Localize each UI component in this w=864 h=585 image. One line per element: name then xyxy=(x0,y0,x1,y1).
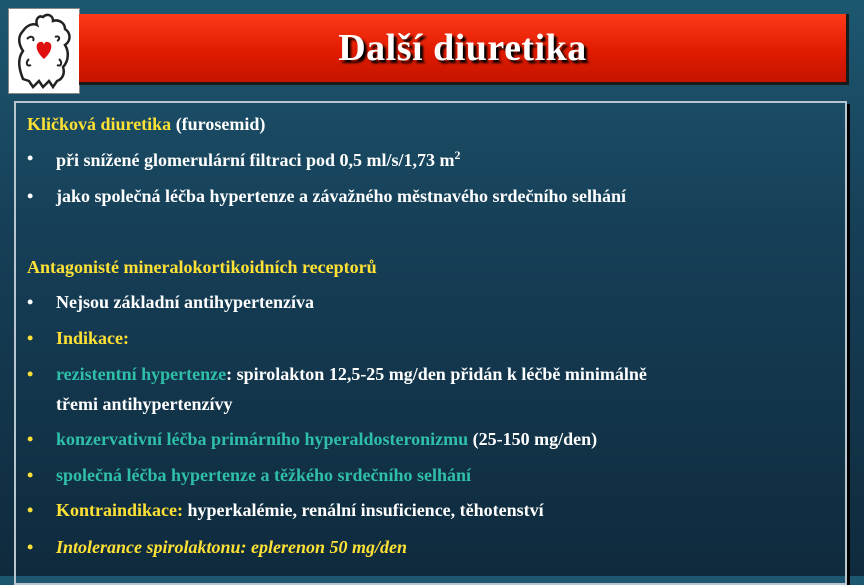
list-item: společná léčba hypertenze a těžkého srdečního selhání xyxy=(56,465,471,485)
bullet-icon: • xyxy=(27,465,34,485)
page-title: Další diuretika xyxy=(338,27,587,69)
list-item xyxy=(56,148,460,171)
bullet-icon: • xyxy=(27,500,34,520)
list-item xyxy=(56,429,597,450)
bullet-icon: • xyxy=(27,429,34,449)
bullet-icon: • xyxy=(27,292,34,312)
bullet-icon: • xyxy=(27,148,34,168)
list-item-text: (25-150 mg/den) xyxy=(468,429,598,449)
section2-heading: Antagonisté mineralokortikoidních receptorů xyxy=(27,257,377,277)
title-bar xyxy=(79,14,849,85)
section1-heading-line xyxy=(27,114,265,135)
lion-coat-of-arms-icon xyxy=(9,9,79,93)
coat-of-arms-logo xyxy=(8,8,80,94)
bullet-icon: • xyxy=(27,328,34,348)
section1-heading: Kličková diuretika xyxy=(27,114,172,134)
bullet-icon: • xyxy=(27,364,34,384)
list-item xyxy=(56,364,647,385)
list-item: jako společná léčba hypertenze a závažného městnavého srdečního selhání xyxy=(56,186,626,206)
section1-heading-suffix: (furosemid) xyxy=(171,114,266,134)
list-item: Nejsou základní antihypertenzíva xyxy=(56,292,315,312)
list-item-highlight: Kontraindikace: xyxy=(56,500,184,520)
list-item-highlight: konzervativní léčba primárního hyperaldosteronizmu xyxy=(56,429,469,449)
list-item-text: : spirolakton 12,5-25 mg/den přidán k léčbě minimálně xyxy=(226,364,647,384)
list-item-text: při snížené glomerulární filtraci pod 0,5 ml/s/1,73 m xyxy=(56,150,455,170)
list-item: Intolerance spirolaktonu: eplerenon 50 mg/den xyxy=(56,537,408,557)
bullet-icon: • xyxy=(27,537,34,557)
list-item-continuation: třemi antihypertenzívy xyxy=(56,394,233,414)
superscript: 2 xyxy=(454,148,461,162)
list-item xyxy=(56,500,544,521)
list-item-text: hyperkalémie, renální insuficience, těhotenství xyxy=(183,500,544,520)
bullet-icon: • xyxy=(27,186,34,206)
list-item: Indikace: xyxy=(56,328,130,348)
list-item-highlight: rezistentní hypertenze xyxy=(56,364,227,384)
